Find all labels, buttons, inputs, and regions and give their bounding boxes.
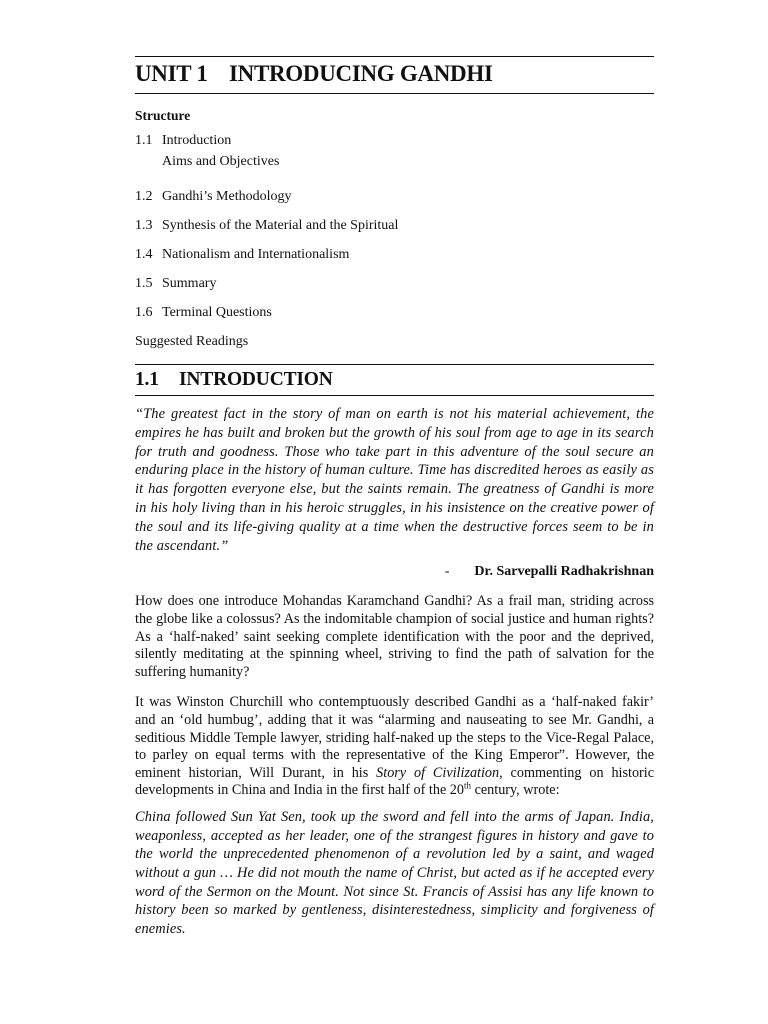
quote-author: Dr. Sarvepalli Radhakrishnan bbox=[474, 564, 654, 580]
body-paragraph: How does one introduce Mohandas Karamchand Gandhi? As a frail man, striding across the globe like a colossus? As the indomitable champion of social justice and human rights? As a ‘half-naked’ saint seeking complete identification with the poor and the deprived, silently meditating at the spinning wheel, striving to find the path of salvation for the suffering humanity? bbox=[135, 593, 654, 680]
section-number: 1.1 bbox=[135, 369, 159, 390]
unit-number: UNIT 1 bbox=[135, 61, 208, 86]
toc-label: Introduction bbox=[162, 133, 232, 148]
toc-number: 1.2 bbox=[135, 189, 153, 204]
toc-number: 1.1 bbox=[135, 133, 153, 148]
structure-list bbox=[135, 133, 654, 350]
epigraph-quote: “The greatest fact in the story of man on earth is not his material achievement, the empires he has built and broken but the growth of his soul from age to age in its search for truth and goodness. Those who take part in this adventure of the soul secure an enduring place in the history of human culture. Time has discredited heroes as easily as it has forgotten everyone else, but the saints remain. The greatness of Gandhi is more in his holy living than in his heroic struggles, in his insistence on the creative power of the soul and its life-giving quality at a time when the destructive forces seem to be in the ascendant.” bbox=[135, 406, 654, 554]
unit-title: INTRODUCING GANDHI bbox=[229, 61, 493, 86]
section-underline-rule bbox=[135, 395, 654, 396]
toc-label: Gandhi’s Methodology bbox=[162, 189, 292, 204]
book-title: Story of Civilization bbox=[376, 764, 500, 781]
unit-underline-rule bbox=[135, 93, 654, 94]
toc-number: 1.3 bbox=[135, 218, 153, 233]
text-run: century, wrote: bbox=[471, 782, 560, 799]
body-paragraph bbox=[135, 694, 654, 800]
toc-number: 1.6 bbox=[135, 305, 153, 320]
toc-number: 1.4 bbox=[135, 247, 153, 262]
toc-item bbox=[135, 205, 654, 234]
toc-label: Summary bbox=[162, 276, 217, 291]
quote-attribution bbox=[135, 564, 654, 580]
toc-label: Terminal Questions bbox=[162, 305, 272, 320]
block-quote: China followed Sun Yat Sen, took up the sword and fell into the arms of Japan. India, weaponless, accepted as her leader, one of the strangest figures in history and gave to the world the unprecedented phenomenon of a revolution led by a saint, and waged without a gun … He did not mouth the name of Christ, but acted as if he accepted every word of the Sermon on the Mount. Not since St. Francis of Assisi has any life known to history been so marked by gentleness, disinterestedness, simplicity and forgiveness of enemies. bbox=[135, 808, 654, 938]
toc-item bbox=[135, 263, 654, 292]
toc-readings: Suggested Readings bbox=[135, 334, 249, 349]
toc-number: 1.5 bbox=[135, 276, 153, 291]
ordinal-superscript: th bbox=[464, 780, 472, 791]
text-run: It was Winston Churchill who contemptuously described Gandhi as a ‘half-naked fakir’ and an ‘old humbug’, adding that it was “alarming and nauseating to see Mr. Gandhi, a seditious Middle Temple lawyer, striding half-naked up the steps to the Vice-Regal Palace, to parley on equal terms with the representative of the King Emperor”. However, the eminent historian, Will Durant, in his bbox=[135, 694, 654, 781]
unit-heading bbox=[135, 57, 654, 93]
toc-item bbox=[135, 234, 654, 263]
toc-item bbox=[135, 133, 654, 155]
text-run: , commenting on historic developments in China and India in the first half of the 20 bbox=[135, 764, 654, 799]
toc-subitem: Aims and Objectives bbox=[162, 154, 280, 169]
attribution-dash: - bbox=[444, 564, 450, 580]
section-title: INTRODUCTION bbox=[179, 369, 333, 390]
toc-item bbox=[135, 176, 654, 205]
toc-label: Synthesis of the Material and the Spiritual bbox=[162, 218, 399, 233]
document-page bbox=[135, 56, 654, 939]
toc-label: Nationalism and Internationalism bbox=[162, 247, 350, 262]
section-heading bbox=[135, 365, 654, 395]
toc-item bbox=[135, 292, 654, 321]
structure-label: Structure bbox=[135, 108, 191, 123]
